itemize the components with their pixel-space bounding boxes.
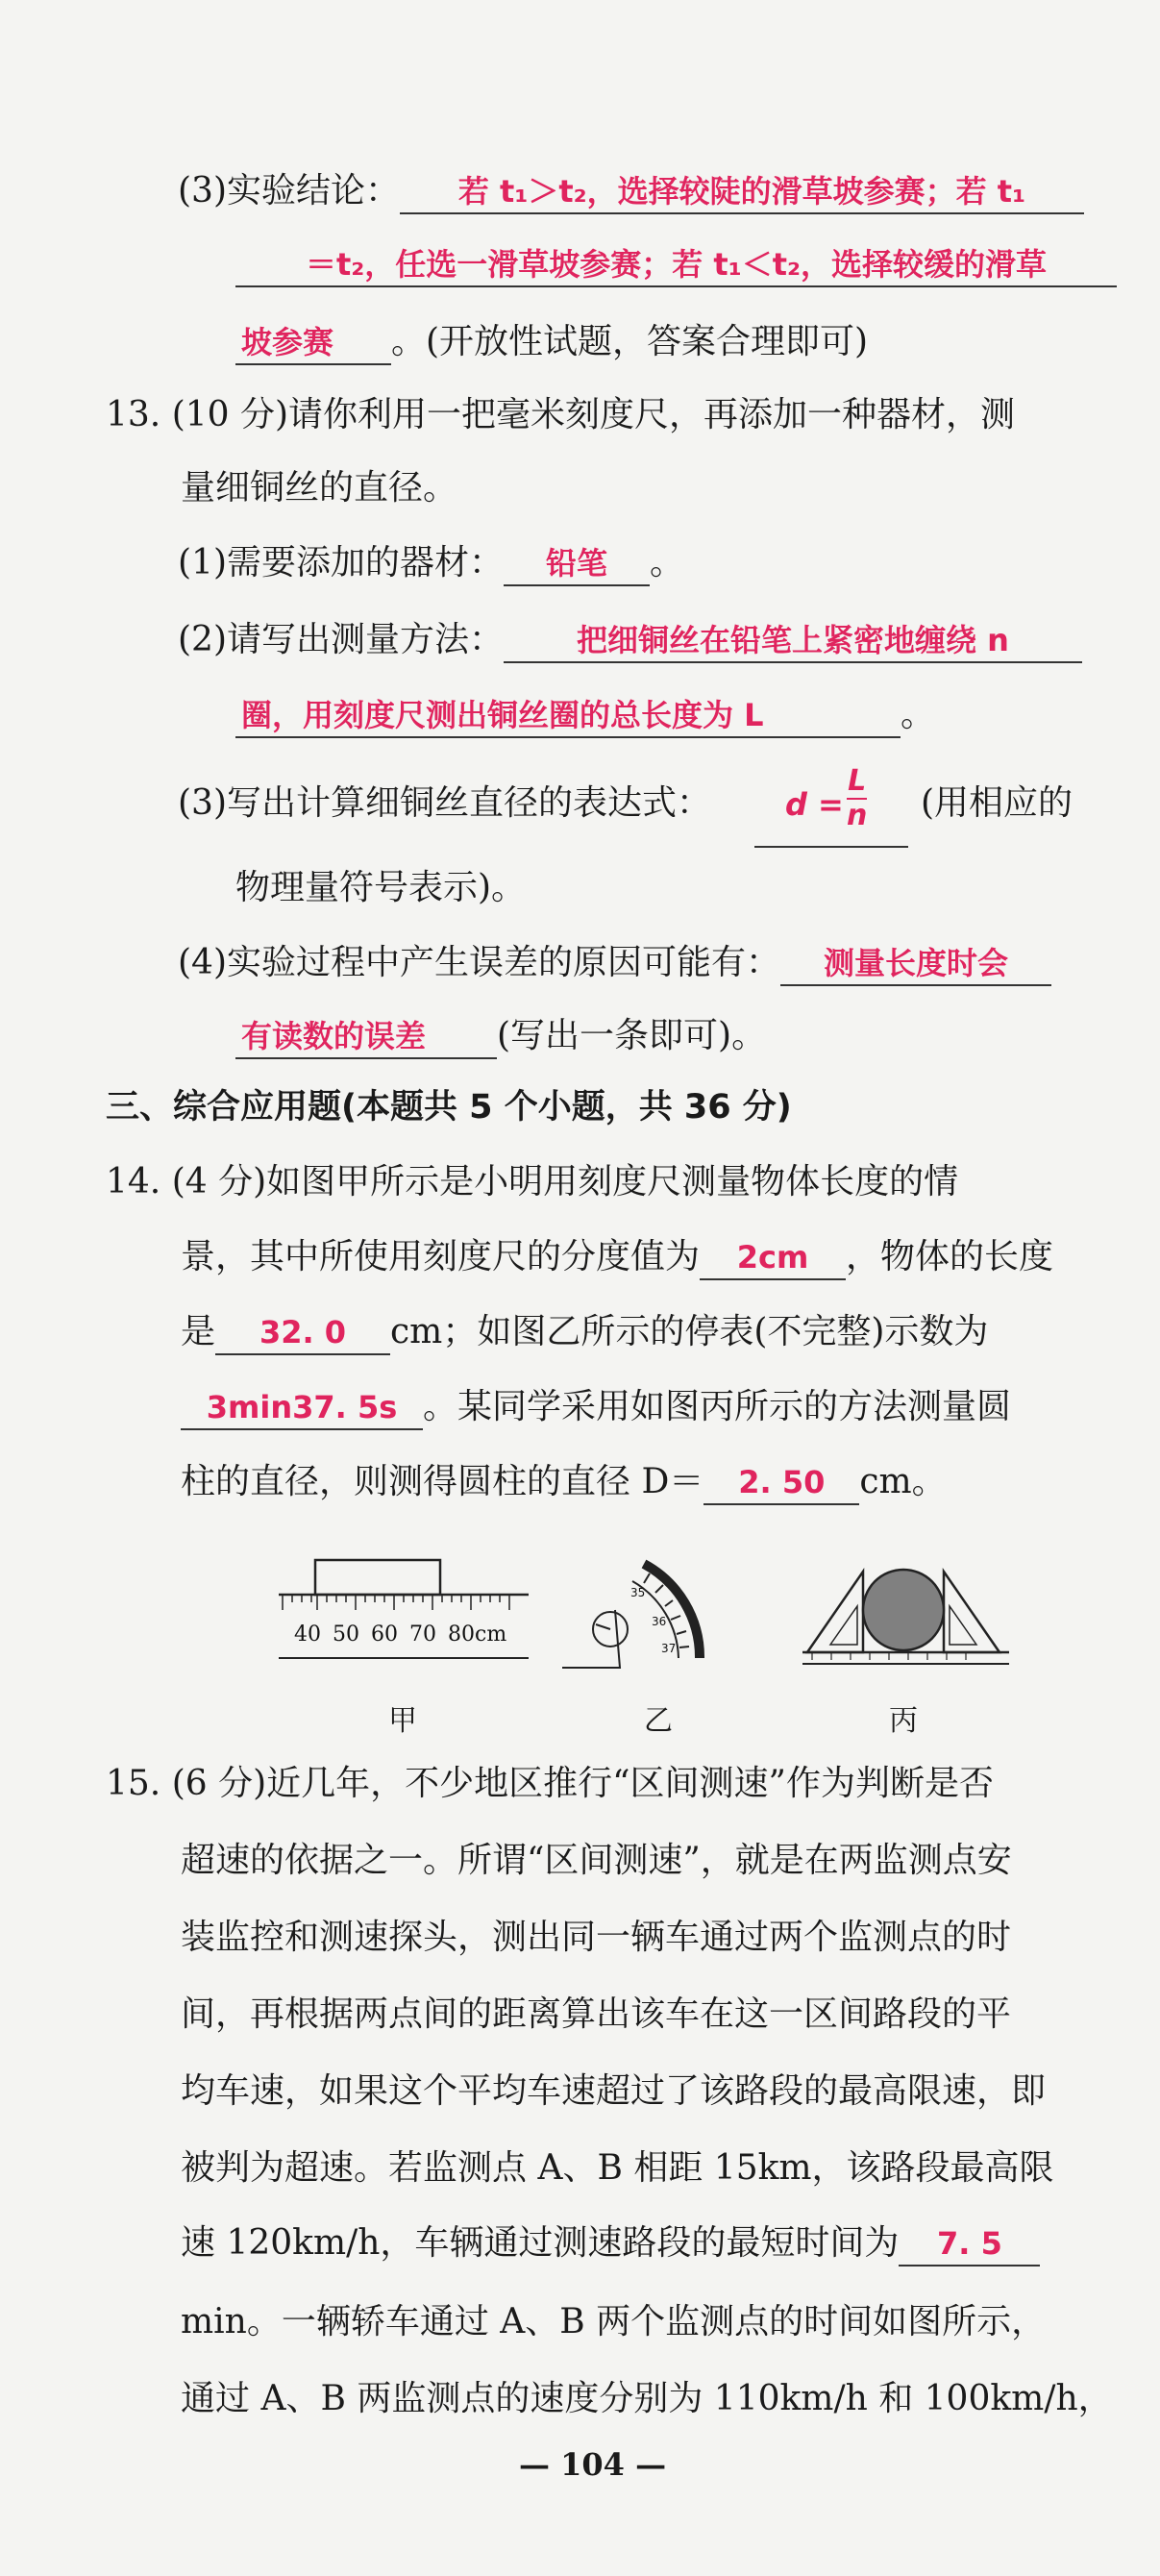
q13-part4-answer-line2: 有读数的误差 [235, 1015, 497, 1059]
q12-3-line2 [235, 239, 1117, 289]
q15-line2: 超速的依据之一。所谓“区间测速”，就是在两监测点安 [181, 1841, 1012, 1880]
q15-line7: 速 120km/h，车辆通过测速路段的最短时间为 7. 5 [181, 2218, 1040, 2268]
figure-label-yi: 乙 [644, 1704, 673, 1738]
q15-line5: 均车速，如果这个平均车速超过了该路段的最高限速，即 [181, 2071, 1047, 2111]
stopwatch-figure [562, 1564, 700, 1668]
ruler-tick-70: 70 [409, 1622, 436, 1647]
q14-stem-line3: 是 32. 0 cm；如图乙所示的停表(不完整)示数为 [181, 1307, 988, 1357]
q13-part4-line2: 有读数的误差 (写出一条即可)。 [235, 1011, 766, 1061]
q13-part3-fraction: $\frac{L}{n}$ [847, 764, 868, 832]
section3-title: 三、综合应用题(本题共 5 个小题，共 36 分) [106, 1088, 792, 1127]
q15-line1: 15. (6 分)近几年，不少地区推行“区间测速”作为判断是否 [106, 1764, 994, 1803]
stopwatch-tick-36: 36 [652, 1615, 667, 1628]
q13-part2-answer-line1: 把细铜丝在铅笔上紧密地缠绕 n [504, 619, 1082, 663]
q14-stem-line4: 3min37. 5s 。某同学采用如图丙所示的方法测量圆 [181, 1382, 1011, 1432]
q14-answer-length: 32. 0 [215, 1311, 390, 1355]
q13-part2-line2: 圈，用刻度尺测出铜丝圈的总长度为 L 。 [235, 690, 935, 740]
q15-line3: 装监控和测速探头，测出同一辆车通过两个监测点的时 [181, 1918, 1012, 1957]
q13-part3-line2: 物理量符号表示)。 [235, 868, 527, 907]
q14-stem-line2: 景，其中所使用刻度尺的分度值为 2cm ，物体的长度 [181, 1232, 1053, 1282]
q13-part2-answer-line2: 圈，用刻度尺测出铜丝圈的总长度为 L [235, 694, 901, 738]
q15-line4: 间，再根据两点间的距离算出该车在这一区间路段的平 [181, 1994, 1012, 2034]
q12-3-line1: (3)实验结论： 若 t₁＞t₂，选择较陡的滑草坡参赛；若 t₁ [178, 166, 1084, 216]
q15-line9: 通过 A、B 两监测点的速度分别为 110km/h 和 100km/h， [181, 2379, 1113, 2418]
q14-figures [269, 1552, 1019, 1697]
figure-label-jia: 甲 [388, 1704, 417, 1738]
cylinder-cross-section [863, 1570, 944, 1650]
q14-answer-division: 2cm [700, 1236, 846, 1280]
q13-part4-answer-line1: 测量长度时会 [780, 942, 1051, 986]
stopwatch-tick-35: 35 [630, 1586, 646, 1599]
q14-answer-diameter: 2. 50 [703, 1461, 859, 1505]
figure-label-bing: 丙 [889, 1704, 918, 1738]
ruler-tick-80: 80cm [448, 1622, 507, 1647]
q12-3-answer-line3: 坡参赛 [235, 321, 391, 365]
page-number: — 104 — [519, 2446, 667, 2483]
ruler-tick-60: 60 [371, 1622, 398, 1647]
q13-part3-line1: (3)写出计算细铜丝直径的表达式： [178, 783, 711, 823]
q13-part1: (1)需要添加的器材： 铅笔 。 [178, 538, 684, 588]
ruler-figure [279, 1560, 529, 1658]
q13-part3-suffix: (用相应的 [921, 783, 1074, 823]
q13-part1-answer: 铅笔 [504, 542, 650, 586]
q12-3-answer-line2: ＝t₂，任选一滑草坡参赛；若 t₁＜t₂，选择较缓的滑草 [235, 243, 1117, 287]
cylinder-figure [802, 1570, 1009, 1664]
ruler-object [315, 1560, 440, 1595]
ruler-tick-50: 50 [333, 1622, 359, 1647]
q13-part3-answer-blank: d = $\frac{L}{n}$ [754, 757, 908, 848]
q14-answer-stopwatch: 3min37. 5s [181, 1386, 423, 1430]
q15-answer-min-time: 7. 5 [899, 2222, 1040, 2266]
q13-part4-line1: (4)实验过程中产生误差的原因可能有： 测量长度时会 [178, 938, 1051, 988]
q13-stem-line1: 13. (10 分)请你利用一把毫米刻度尺，再添加一种器材，测 [106, 395, 1016, 434]
ruler-tick-40: 40 [294, 1622, 321, 1647]
q13-stem-line2: 量细铜丝的直径。 [181, 468, 458, 508]
q15-line8: min。一辆轿车通过 A、B 两个监测点的时间如图所示， [181, 2302, 1047, 2341]
q14-stem-line1: 14. (4 分)如图甲所示是小明用刻度尺测量物体长度的情 [106, 1162, 959, 1201]
q15-line6: 被判为超速。若监测点 A、B 相距 15km，该路段最高限 [181, 2148, 1054, 2188]
q13-part2-line1: (2)请写出测量方法： 把细铜丝在铅笔上紧密地缠绕 n [178, 615, 1082, 665]
q14-stem-line5: 柱的直径，则测得圆柱的直径 D＝ 2. 50 cm。 [181, 1457, 947, 1507]
stopwatch-tick-37: 37 [661, 1642, 677, 1655]
q12-3-answer-line1: 若 t₁＞t₂，选择较陡的滑草坡参赛；若 t₁ [400, 170, 1084, 214]
q12-3-line3: 坡参赛 。(开放性试题，答案合理即可) [235, 317, 868, 367]
